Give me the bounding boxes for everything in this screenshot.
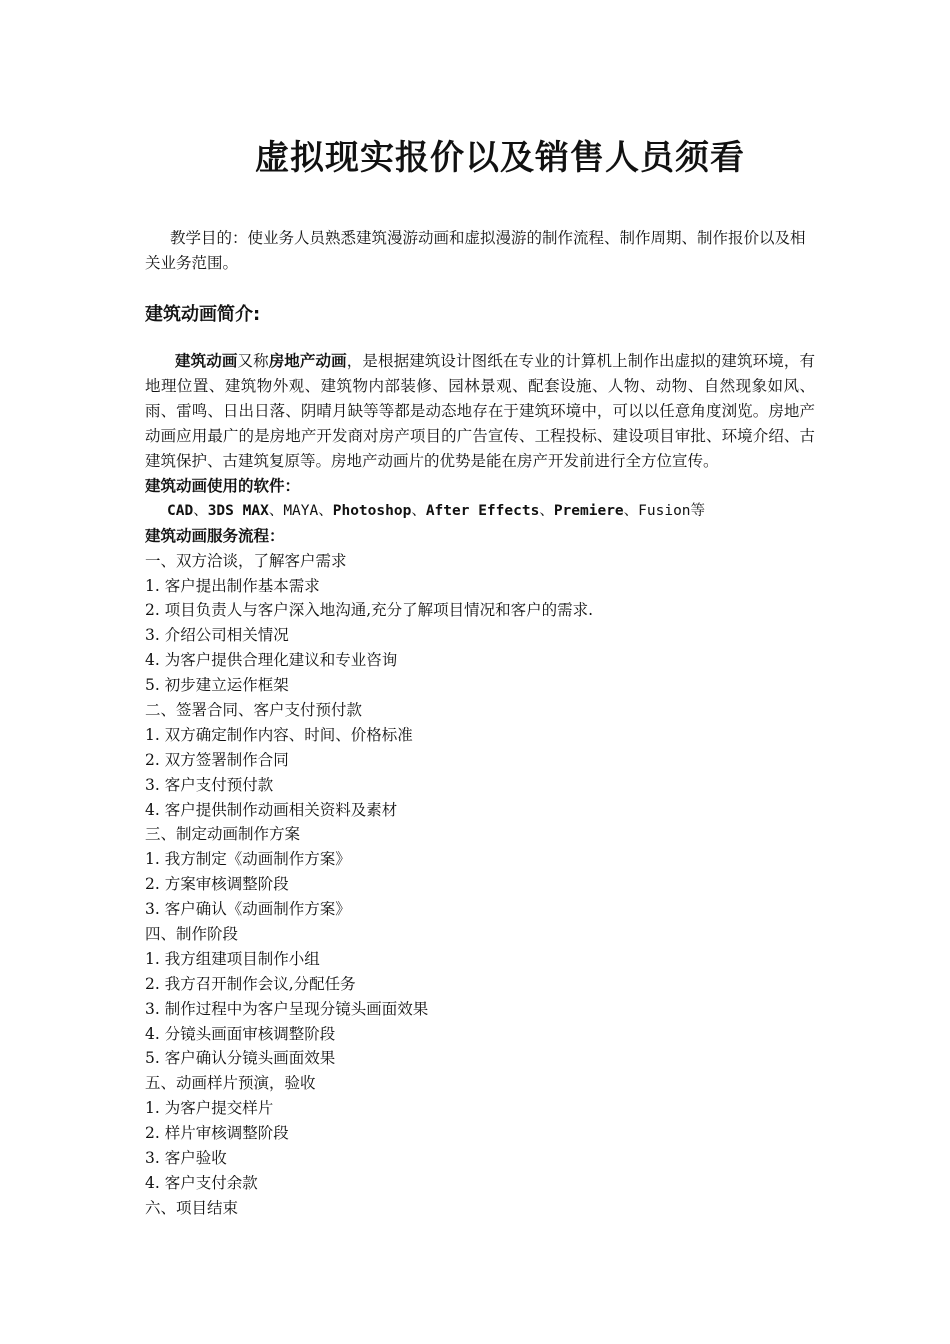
process-line: 2. 双方签署制作合同 [145, 750, 289, 769]
process-line: 2. 我方召开制作会议,分配任务 [145, 974, 356, 993]
software-suffix: 等 [690, 502, 706, 519]
process-line: 一、双方洽谈，了解客户需求 [145, 551, 347, 570]
software-separator: 、 [268, 502, 284, 519]
process-line: 4. 客户支付余款 [145, 1173, 258, 1192]
process-line: 二、签署合同、客户支付预付款 [145, 701, 363, 720]
process-line: 3. 制作过程中为客户呈现分镜头画面效果 [145, 999, 429, 1018]
process-line: 4. 客户提供制作动画相关资料及素材 [145, 800, 398, 819]
term-architectural-animation: 建筑动画 [175, 351, 238, 370]
para-text-1: 又称 [237, 352, 269, 370]
process-line: 4. 为客户提供合理化建议和专业咨询 [145, 651, 398, 670]
process-line: 3. 客户支付预付款 [145, 775, 274, 794]
software-fusion: Fusion [638, 502, 691, 519]
process-line: 三、制定动画制作方案 [145, 825, 301, 844]
process-line: 5. 客户确认分镜头画面效果 [145, 1049, 336, 1068]
software-heading: 建筑动画使用的软件： [145, 476, 301, 495]
process-line: 五、动画样片预演，验收 [145, 1074, 316, 1093]
document-title: 虚拟现实报价以及销售人员须看 [255, 138, 745, 178]
process-line: 六、项目结束 [145, 1198, 239, 1217]
process-line: 1. 我方制定《动画制作方案》 [145, 850, 351, 869]
process-line: 1. 客户提出制作基本需求 [145, 576, 320, 595]
software-separator: 、 [318, 502, 333, 519]
process-line: 2. 样片审核调整阶段 [145, 1124, 289, 1143]
process-line: 3. 客户确认《动画制作方案》 [145, 900, 351, 919]
process-line: 1. 为客户提交样片 [145, 1099, 274, 1118]
term-real-estate-animation: 房地产动画 [268, 351, 347, 370]
process-line: 四、制作阶段 [145, 925, 239, 944]
section-heading: 建筑动画简介: [145, 304, 261, 325]
software-photoshop: Photoshop [332, 502, 412, 519]
process-line: 2. 项目负责人与客户深入地沟通,充分了解项目情况和客户的需求. [145, 601, 594, 620]
process-line: 1. 双方确定制作内容、时间、价格标准 [145, 725, 413, 744]
process-list [145, 549, 825, 1221]
content-lines [145, 474, 825, 1221]
software-separator: 、 [193, 502, 208, 519]
intro-paragraph: 教学目的：使业务人员熟悉建筑漫游动画和虚拟漫游的制作流程、制作周期、制作报价以及相关业务范围。 [145, 229, 806, 272]
software-separator: 、 [539, 502, 554, 519]
software-separator: 、 [411, 502, 426, 519]
process-line: 4. 分镜头画面审核调整阶段 [145, 1024, 336, 1043]
software-cad: CAD [167, 502, 194, 519]
software-list [145, 499, 825, 524]
software-3dsmax: 3DS MAX [207, 502, 269, 519]
software-maya: MAYA [283, 502, 319, 519]
software-after-effects: After Effects [425, 502, 540, 519]
para-text-2: ，是根据建筑设计图纸在专业的计算机上制作出虚拟的建筑环境，有地理位置、建筑物外观、建筑物内部装修、园林景观、配套设施、人物、动物、自然现象如风、雨、雷鸣、日出日落、阴晴月缺等等都是动态地存在于建筑环境中，可以以任意角度浏览。房地产动画应用最广的是房地产开发商对房产项目的广告宣传、工程投标、建设项目审批、环境介绍、古建筑保护、古建筑复原等。房地产动画片的优势是能在房产开发前进行全方位宣传。 [145, 352, 815, 470]
process-line: 5. 初步建立运作框架 [145, 676, 289, 695]
process-line: 3. 介绍公司相关情况 [145, 626, 289, 645]
process-line: 3. 客户验收 [145, 1149, 227, 1168]
process-heading: 建筑动画服务流程： [145, 525, 285, 545]
intro-body-paragraph [145, 348, 815, 474]
software-separator: 、 [623, 502, 639, 519]
software-premiere: Premiere [553, 502, 624, 519]
process-line: 2. 方案审核调整阶段 [145, 875, 289, 894]
process-line: 1. 我方组建项目制作小组 [145, 949, 320, 968]
